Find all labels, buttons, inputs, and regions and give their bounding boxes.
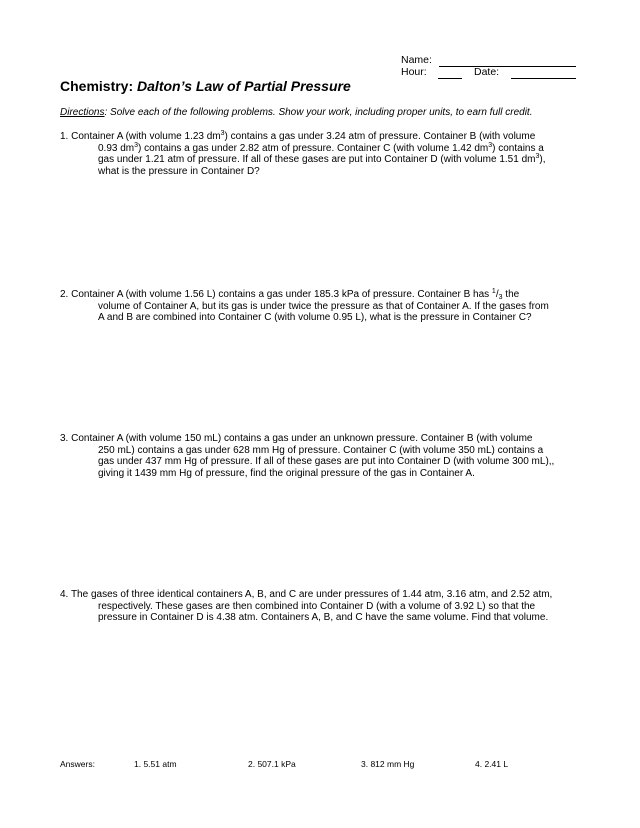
question-line: A and B are combined into Container C (with volume 0.95 L), what is the pressure in Container C? [98, 312, 532, 323]
hour-blank-line[interactable] [438, 78, 462, 79]
answers-label: Answers: [60, 759, 95, 769]
directions [60, 107, 532, 118]
question-line: volume of Container A, but its gas is under twice the pressure as that of Container A. If the gases from [98, 300, 549, 312]
question-line: pressure in Container D is 4.38 atm. Containers A, B, and C have the same volume. Find that volume. [98, 612, 549, 623]
question-line: 1. Container A (with volume 1.23 $dm^3$) contains a gas under 3.24 atm of pressure. Container B (with volume [60, 130, 536, 142]
question-line: 0.93 $dm^3$) contains a gas under 2.82 atm of pressure. Container C (with volume 1.42 $dm^3$) contains a [98, 141, 544, 154]
question-line: giving it 1439 mm Hg of pressure, find the original pressure of the gas in Container A. [98, 467, 475, 479]
question-line: 250 mL) contains a gas under 628 mm Hg of pressure. Container C (with volume 350 mL) contains a [98, 444, 544, 456]
title-topic: Dalton’s Law of Partial Pressure [137, 78, 351, 94]
question-line: gas under 437 mm Hg of pressure. If all of these gases are put into Container D (with volume 300 mL),, [98, 456, 555, 467]
name-blank-line[interactable] [439, 66, 576, 67]
name-label: Name: [401, 54, 432, 66]
directions-label: Directions [60, 107, 105, 118]
answer-item: 2. 507.1 kPa [248, 759, 296, 769]
question-3 [60, 433, 580, 479]
question-line: gas under 1.21 atm of pressure. If all of these gases are put into Container D (with volume 1.51 $dm^3$), [98, 153, 546, 165]
page-title [60, 78, 351, 94]
question-line: 4. The gases of three identical containers A, B, and C are under pressures of 1.44 atm, 3.16 atm, and 2.52 atm, [60, 589, 553, 600]
question-line: 3. Container A (with volume 150 mL) contains a gas under an unknown pressure. Container B (with volume [60, 433, 533, 444]
question-line: respectively. These gases are then combined into Container D (with a volume of 3.92 L) so that the [98, 600, 536, 612]
question-4 [60, 589, 580, 624]
answer-item: 3. 812 mm Hg [361, 759, 415, 769]
answer-item: 1. 5.51 atm [134, 759, 177, 769]
question-line: what is the pressure in Container D? [98, 165, 260, 177]
question-line: 2. Container A (with volume 1.56 L) contains a gas under 185.3 kPa of pressure. Container B has $^1/_3$ the [60, 288, 520, 301]
directions-text: : Solve each of the following problems. Show your work, including proper units, to earn full credit. [104, 107, 533, 118]
question-2 [60, 289, 580, 324]
question-1 [60, 131, 580, 177]
hour-label: Hour: [401, 66, 427, 78]
date-blank-line[interactable] [511, 78, 576, 79]
answer-item: 4. 2.41 L [475, 759, 509, 769]
title-subject: Chemistry: [60, 78, 134, 94]
date-label: Date: [474, 66, 500, 78]
